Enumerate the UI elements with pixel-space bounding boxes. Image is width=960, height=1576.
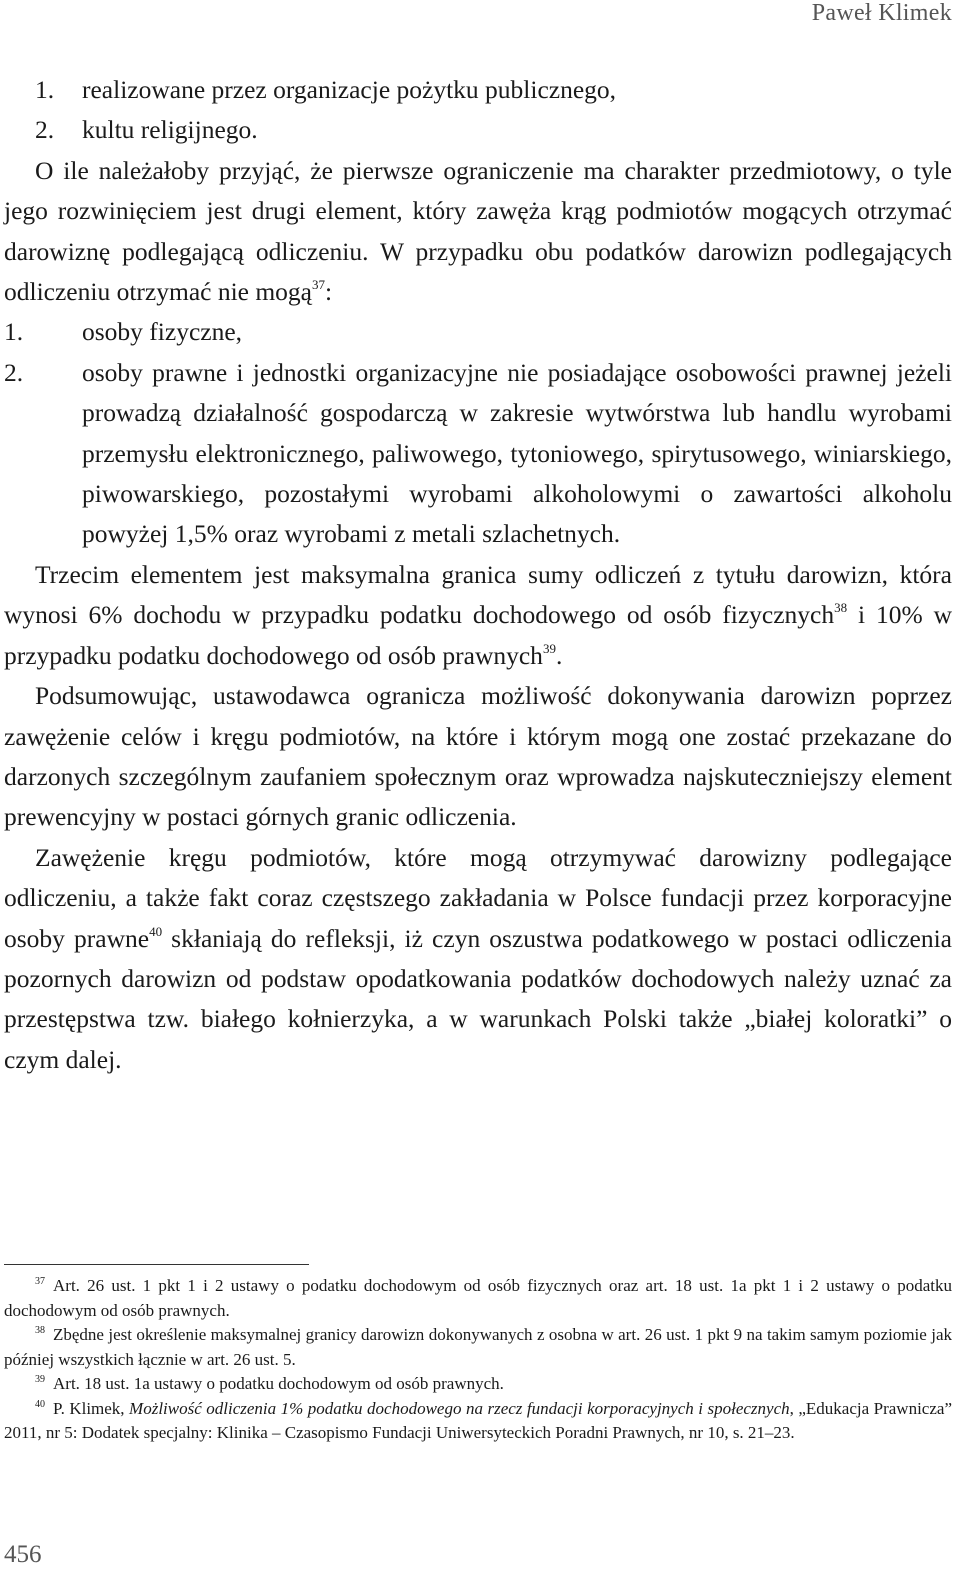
paragraph (4, 838, 952, 1080)
paragraph-text: Zawężenie kręgu podmiotów, które mogą otrzymywać darowizny podlegające odliczeniu, a także fakt coraz częstszego zakładania w Polsce fundacji przez korporacyjne osoby prawne (4, 842, 952, 953)
footnote-ref[interactable]: 37 (312, 277, 326, 293)
footnote-ref[interactable]: 39 (542, 640, 556, 656)
list-number: 1. (4, 317, 24, 347)
paragraph-tail: . (555, 640, 563, 670)
paragraph (4, 555, 952, 676)
footnote-number: 39 (35, 1374, 45, 1385)
footnote-number: 38 (35, 1325, 45, 1336)
paragraph-text: i 10% w przypadku podatku dochodowego od osób prawnych (4, 600, 952, 670)
list-text: osoby prawne i jednostki organizacyjne nie posiadające osobowości prawnej jeżeli prowadzą działalność gospodarczą w zakresie wytwórstwa lub handlu wyrobami przemysłu elektronicznego, paliwowego, tytoniowego, spirytusowego, winiarskiego, piwowarskiego, pozostałymi wyrobami alkoholowymi o zawartości alkoholu powyżej 1,5% oraz wyrobami z metali szlachetnych. (82, 357, 952, 549)
footnotes (4, 1274, 952, 1446)
footnote-text: P. Klimek, (53, 1398, 130, 1418)
footnote-ref[interactable]: 38 (834, 600, 848, 616)
list-text: kultu religijnego. (82, 115, 258, 145)
paragraph-text: skłaniają do refleksji, iż czyn oszustwa podatkowego w postaci odliczenia pozornych darowizn od podstaw opodatkowania podatków dochodowych należy uznać za przestępstwa tzw. białego kołnierzyka, a w warunkach Polski także „białej koloratki” o czym dalej. (4, 923, 952, 1074)
list-number: 1. (35, 75, 55, 104)
list-text: realizowane przez organizacje pożytku publicznego, (82, 75, 617, 104)
list-item (4, 70, 952, 110)
footnote-text: Art. 18 ust. 1a ustawy o podatku dochodowym od osób prawnych. (53, 1374, 504, 1393)
footnote (4, 1372, 952, 1397)
paragraph-text: O ile należałoby przyjąć, że pierwsze ograniczenie ma charakter przedmiotowy, o tyle jego rozwinięciem jest drugi element, który zawęża krąg podmiotów mogących otrzymać darowiznę podlegającą odliczeniu. W przypadku obu podatków darowizn podlegających odliczeniu otrzymać nie mogą (4, 155, 952, 307)
footnote-title: Możliwość odliczenia 1% podatku dochodowego na rzecz fundacji korporacyjnych i społecznych (129, 1398, 790, 1418)
list-item (4, 312, 952, 352)
page-number: 456 (4, 1541, 42, 1568)
footnote-number: 37 (35, 1276, 45, 1287)
footnote-text: , „Edukacja Prawnicza” 2011, nr 5: Dodatek specjalny: Klinika – Czasopismo Fundacji Uniwersyteckich Poradni Prawnych, nr 10, s. 21–23. (4, 1398, 952, 1442)
paragraph: Podsumowując, ustawodawca ogranicza możliwość dokonywania darowizn poprzez zawężenie celów i kręgu podmiotów, na które i którym mogą one zostać przekazane do darzonych szczególnym zaufaniem społecznym oraz wprowadza najskuteczniejszy element prewencyjny w postaci górnych granic odliczenia. (4, 681, 952, 832)
list-item (4, 110, 952, 150)
footnote (4, 1397, 952, 1446)
footnote (4, 1323, 952, 1372)
list-number: 2. (4, 357, 24, 387)
footnote (4, 1274, 952, 1323)
footnote-text: Zbędne jest określenie maksymalnej granicy darowizn dokonywanych z osobna w art. 26 ust. 1 pkt 9 na takim samym poziomie jak później wszystkich łącznie w art. 26 ust. 5. (4, 1325, 952, 1369)
footnote-divider (4, 1264, 309, 1265)
paragraph-tail: : (325, 277, 333, 307)
list-number: 2. (35, 115, 55, 145)
footnote-number: 40 (35, 1398, 45, 1410)
footnote-text: Art. 26 ust. 1 pkt 1 i 2 ustawy o podatku dochodowym od osób fizycznych oraz art. 18 ust. 1a pkt 1 i 2 ustawy o podatku dochodowym od osób prawnych. (4, 1276, 952, 1320)
footnote-ref[interactable]: 40 (149, 923, 163, 939)
paragraph (4, 151, 952, 313)
list-text: osoby fizyczne, (82, 317, 243, 347)
running-header-author: Paweł Klimek (811, 0, 952, 26)
main-text (4, 70, 952, 1080)
list-item (4, 353, 952, 555)
paragraph-text: Trzecim elementem jest maksymalna granica sumy odliczeń z tytułu darowizn, która wynosi 6% dochodu w przypadku podatku dochodowego od osób fizycznych (4, 559, 952, 630)
